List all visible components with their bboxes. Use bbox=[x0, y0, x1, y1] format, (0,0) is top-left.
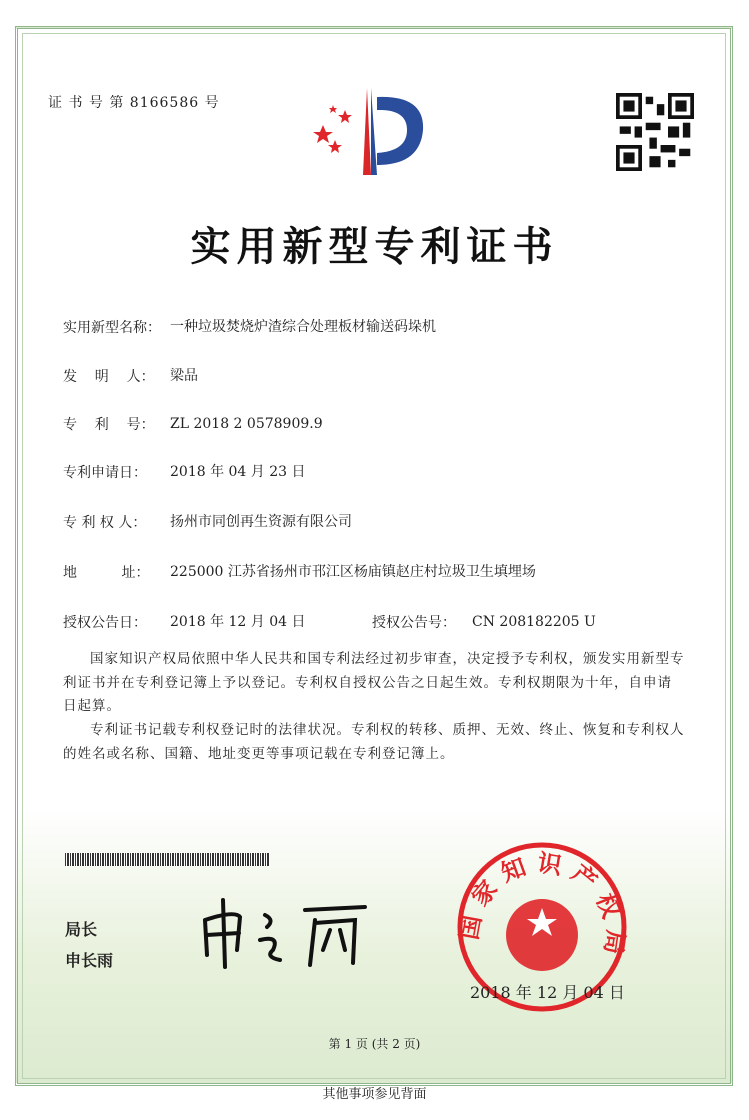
svg-text:国家知识产权局: 国家知识产权局 bbox=[455, 848, 630, 965]
field-application-date bbox=[63, 462, 306, 483]
field-value: 扬州市同创再生资源有限公司 bbox=[170, 514, 352, 530]
qr-code bbox=[615, 93, 695, 171]
back-note: 其他事项参见背面 bbox=[322, 1087, 427, 1102]
field-value: 梁品 bbox=[170, 368, 198, 384]
field-label: 授权公告号： bbox=[372, 615, 456, 631]
barcode bbox=[65, 853, 270, 866]
statement-paragraph: 国家知识产权局依照中华人民共和国专利法经过初步审查，决定授予专利权，颁发实用新型专利证书并在专利登记簿上予以登记。专利权自授权公告之日起生效。专利权期限为十年，自申请日起算。 bbox=[63, 651, 685, 714]
field-value: 一种垃圾焚烧炉渣综合处理板材输送码垛机 bbox=[170, 319, 436, 335]
director-signature bbox=[195, 895, 375, 970]
field-value: 2018 年 12 月 04 日 bbox=[170, 614, 306, 630]
field-label: 专利申请日： bbox=[63, 465, 147, 481]
field-patentee bbox=[63, 512, 352, 533]
field-grant-date bbox=[63, 612, 306, 633]
field-inventor bbox=[63, 366, 198, 387]
field-value: CN 208182205 U bbox=[472, 614, 596, 630]
field-label: 授权公告日： bbox=[63, 615, 147, 631]
director-title: 局长 bbox=[65, 920, 98, 939]
director-block bbox=[65, 917, 113, 971]
field-utility-model-name bbox=[63, 317, 436, 338]
field-label: 地 址： bbox=[63, 565, 150, 581]
certificate-title: 实用新型专利证书 bbox=[190, 224, 559, 270]
field-announcement-number bbox=[372, 612, 596, 633]
cnipa-logo bbox=[305, 85, 435, 180]
director-name: 申长雨 bbox=[65, 951, 114, 970]
field-patent-number bbox=[63, 414, 323, 435]
page-info: 第 1 页 (共 2 页) bbox=[328, 1037, 421, 1051]
field-label: 实用新型名称： bbox=[63, 320, 161, 336]
statement-paragraph: 专利证书记载专利权登记时的法律状况。专利权的转移、质押、无效、终止、恢复和专利权人的姓名或名称、国籍、地址变更等事项记载在专利登记簿上。 bbox=[63, 722, 685, 762]
field-label: 专 利 权 人： bbox=[63, 515, 147, 531]
certificate-number: 证 书 号 第 8166586 号 bbox=[48, 95, 220, 111]
field-value: ZL 2018 2 0578909.9 bbox=[170, 416, 323, 432]
field-label: 发 明 人： bbox=[63, 369, 155, 385]
issue-date: 2018 年 12 月 04 日 bbox=[470, 983, 625, 1002]
field-address bbox=[63, 562, 536, 583]
field-value: 225000 江苏省扬州市邗江区杨庙镇赵庄村垃圾卫生填埋场 bbox=[170, 564, 536, 580]
field-label: 专 利 号： bbox=[63, 417, 155, 433]
field-value: 2018 年 04 月 23 日 bbox=[170, 464, 306, 480]
